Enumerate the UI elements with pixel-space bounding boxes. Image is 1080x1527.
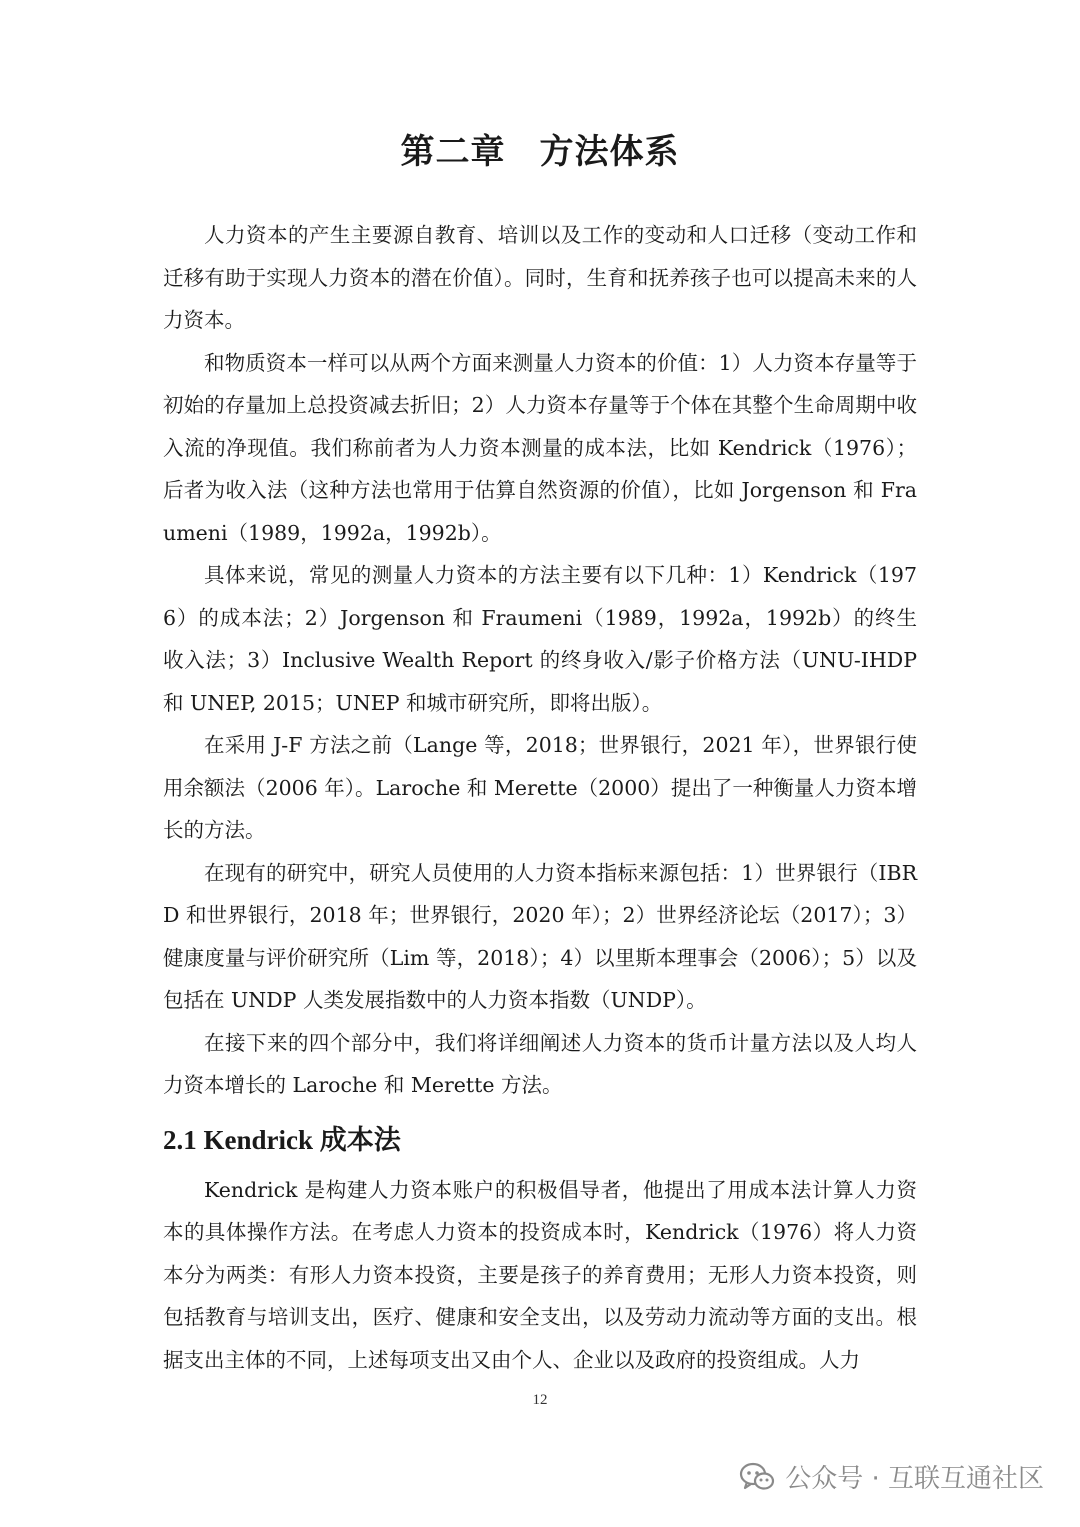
page-number: 12	[532, 1392, 548, 1408]
paragraph-indicators: 在现有的研究中，研究人员使用的人力资本指标来源包括：1）世界银行（IBRD 和世界银行，2018 年；世界银行，2020 年）；2）世界经济论坛（2017）；3）健康度量与评价研究所（Lim 等，2018）；4）以里斯本理事会（2006）；5）以及包括在 UNDP 人类发展指数中的人力资本指数（UNDP）。	[163, 860, 917, 1012]
paragraph-overview: 在接下来的四个部分中，我们将详细阐述人力资本的货币计量方法以及人均人力资本增长的 Laroche 和 Merette 方法。	[163, 1030, 917, 1097]
watermark	[739, 1458, 1044, 1495]
paragraph-kendrick: Kendrick 是构建人力资本账户的积极倡导者，他提出了用成本法计算人力资本的具体操作方法。在考虑人力资本的投资成本时，Kendrick（1976）将人力资本分为两类：有形人力资本投资，主要是孩子的养育费用；无形人力资本投资，则包括教育与培训支出，医疗、健康和安全支出，以及劳动力流动等方面的支出。根据支出主体的不同，上述每项支出又由个人、企业以及政府的投资组成。人力	[163, 1177, 917, 1372]
body-text	[163, 214, 917, 1381]
chapter-number: 第二章	[400, 132, 506, 172]
paragraph-measurement: 和物质资本一样可以从两个方面来测量人力资本的价值：1）人力资本存量等于初始的存量加上总投资减去折旧；2）人力资本存量等于个体在其整个生命周期中收入流的净现值。我们称前者为人力资本测量的成本法，比如 Kendrick（1976）；后者为收入法（这种方法也常用于估算自然资源的价值），比如 Jorgenson 和 Fraumeni（1989，1992a，1992b）。	[163, 350, 917, 545]
watermark-text: 公众号 · 互联互通社区	[785, 1464, 1044, 1494]
chapter-title	[0, 128, 1080, 176]
wechat-icon	[739, 1461, 775, 1493]
paragraph-intro: 人力资本的产生主要源自教育、培训以及工作的变动和人口迁移（变动工作和迁移有助于实现人力资本的潜在价值）。同时，生育和抚养孩子也可以提高未来的人力资本。	[163, 223, 917, 332]
paragraph-methods: 具体来说，常见的测量人力资本的方法主要有以下几种：1）Kendrick（1976）的成本法；2）Jorgenson 和 Fraumeni（1989，1992a，1992b）的终生收入法；3）Inclusive Wealth Report 的终身收入/影子价格方法（UNU-IHDP 和 UNEP, 2015；UNEP 和城市研究所，即将出版）。	[163, 563, 917, 715]
chapter-name: 方法体系	[539, 132, 680, 172]
paragraph-world-bank: 在采用 J-F 方法之前（Lange 等，2018；世界银行，2021 年），世界银行使用余额法（2006 年）。Laroche 和 Merette（2000）提出了一种衡量人力资本增长的方法。	[163, 733, 917, 842]
section-heading: 2.1 Kendrick 成本法	[163, 1124, 401, 1155]
